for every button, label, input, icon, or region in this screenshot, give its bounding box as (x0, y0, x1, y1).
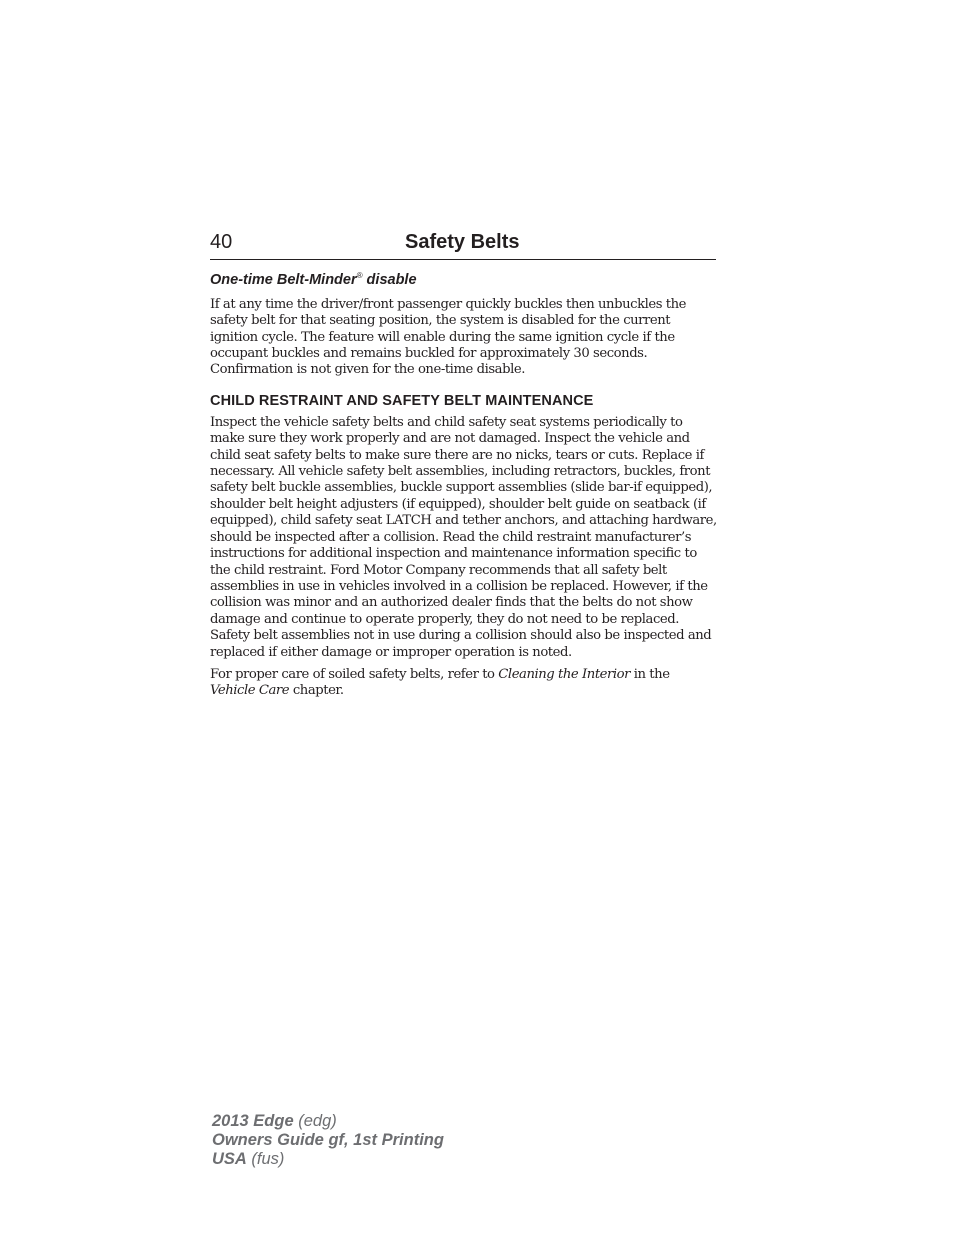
subheading-suffix: disable (362, 271, 417, 288)
care-text-2: in the (630, 666, 670, 682)
footer-line-model (212, 1112, 444, 1131)
page-footer (212, 1112, 444, 1169)
footer-market-code: (fus) (246, 1150, 285, 1168)
care-text-1: For proper care of soiled safety belts, refer to (210, 666, 499, 682)
subheading-text: One-time Belt-Minder (210, 271, 357, 288)
maintenance-paragraph: Inspect the vehicle safety belts and child safety seat systems periodically to make sure they work properly and are not damaged. Inspect the vehicle and child seat safety belts to make sure there are no nicks, tears or cuts. Replace if necessary. All vehicle safety belt assemblies, including retractors, buckles, front safety belt buckle assemblies, buckle support assemblies (slide bar-if equipped), shoulder belt height adjusters (if equipped), shoulder belt guide on seatback (if equipped), child safety seat LATCH and tether anchors, and attaching hardware, should be inspected after a collision. Read the child restraint manufacturer’s instructions for additional inspection and maintenance information specific to the child restraint. Ford Motor Company recommends that all safety belt assemblies in use in vehicles involved in a collision be replaced. However, if the collision was minor and an authorized dealer finds that the belts do not show damage and continue to operate properly, they do not need to be replaced. Safety belt assemblies not in use during a collision should also be inspected and replaced if either damage or improper operation is noted. (210, 414, 717, 660)
maintenance-heading: CHILD RESTRAINT AND SAFETY BELT MAINTENANCE (210, 392, 594, 409)
footer-model-code: (edg) (293, 1112, 337, 1130)
cleaning-interior-reference: Cleaning the Interior (498, 666, 631, 682)
footer-guide: Owners Guide gf, 1st Printing (212, 1131, 444, 1149)
registered-mark: ® (356, 271, 363, 280)
footer-line-guide (212, 1131, 444, 1150)
page-number: 40 (210, 231, 233, 253)
footer-line-market (212, 1150, 444, 1169)
care-text-3: chapter. (289, 683, 344, 699)
vehicle-care-reference: Vehicle Care (210, 683, 290, 699)
subheading-belt-minder (210, 266, 718, 290)
care-paragraph (210, 667, 718, 700)
footer-market: USA (212, 1150, 247, 1168)
section-title: Safety Belts (405, 231, 520, 253)
belt-minder-paragraph: If at any time the driver/front passenger quickly buckles then unbuckles the safety belt for that seating position, the system is disabled for the current ignition cycle. The feature will enable during the same ignition cycle if the occupant buckles and remains buckled for approximately 30 seconds. Confirmation is not given for the one-time disable. (210, 296, 687, 378)
main-content (210, 266, 718, 706)
page-header (210, 229, 716, 260)
footer-model: 2013 Edge (212, 1112, 294, 1130)
